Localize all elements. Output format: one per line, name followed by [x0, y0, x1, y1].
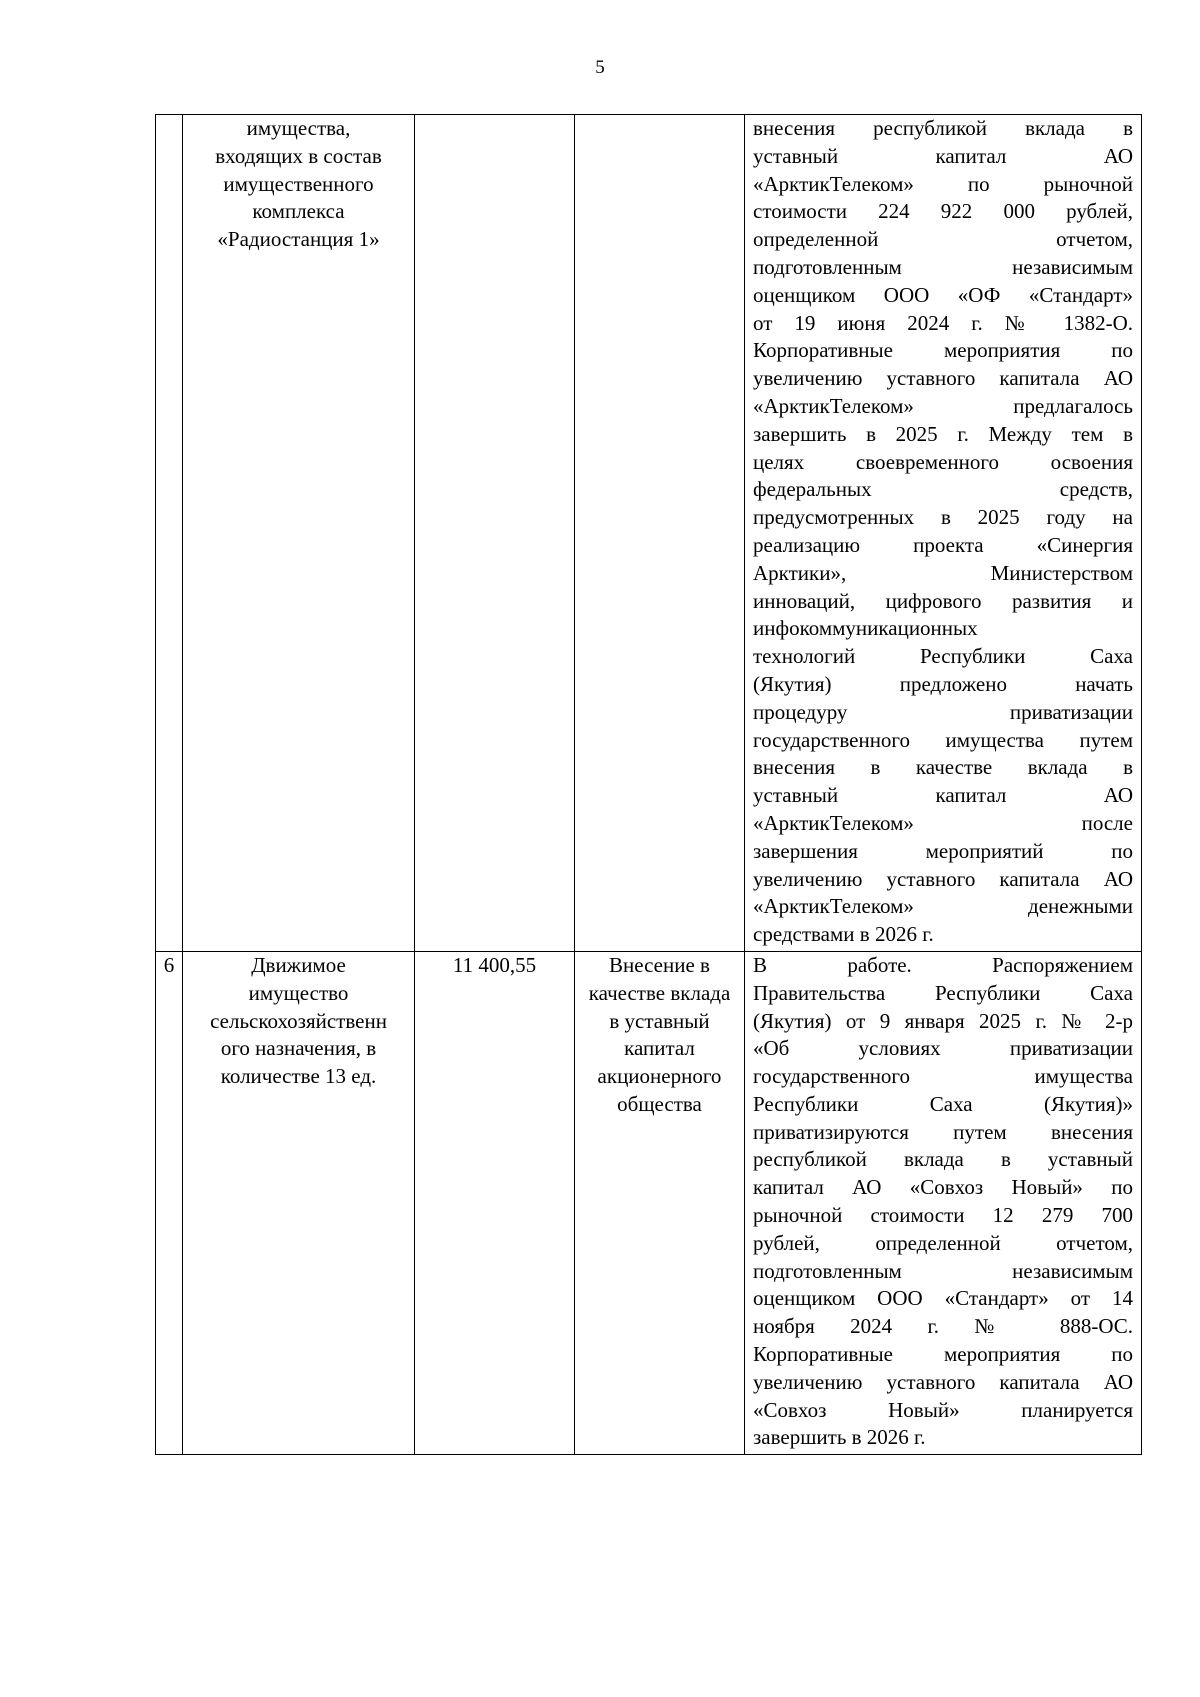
cell-line: капитал: [624, 1036, 695, 1061]
status-line: В работе. Распоряжением: [753, 952, 1133, 977]
status-line: определенной отчетом,: [753, 227, 1133, 252]
property-name-cell: [183, 115, 415, 952]
status-line: «АрктикТелеком» после: [753, 810, 1133, 835]
status-line: Правительства Республики Саха: [753, 980, 1133, 1005]
cell-line: Внесение в: [609, 952, 710, 977]
status-line: целях своевременного освоения: [753, 449, 1133, 474]
status-line: внесения в качестве вклада в: [753, 755, 1133, 780]
status-line: стоимости 224 922 000 рублей,: [753, 199, 1133, 224]
status-line: средствами в 2026 г.: [753, 922, 934, 947]
status-line: увеличению уставного капитала АО: [753, 366, 1133, 391]
status-line: процедуру приватизации: [753, 699, 1133, 724]
table-body: [156, 115, 1142, 1455]
status-line: ноября 2024 г. № 888-ОС.: [753, 1314, 1133, 1339]
status-line: государственного имущества путем: [753, 727, 1133, 752]
status-line: инноваций, цифрового развития и: [753, 588, 1133, 613]
status-line: «Совхоз Новый» планируется: [753, 1397, 1133, 1422]
status-line: технологий Республики Саха: [753, 644, 1133, 669]
status-line: «Об условиях приватизации: [753, 1036, 1133, 1061]
status-line: рублей, определенной отчетом,: [753, 1230, 1133, 1255]
status-line: подготовленным независимым: [753, 254, 1133, 279]
cell-line: качестве вклада: [588, 980, 731, 1005]
status-line: государственного имущества: [753, 1064, 1133, 1089]
cell-line: входящих в состав: [215, 143, 382, 168]
status-line: уставный капитал АО: [753, 783, 1133, 808]
privatization-method-cell: [575, 951, 745, 1454]
value-cell: 11 400,55: [415, 951, 575, 1454]
cell-line: количестве 13 ед.: [220, 1064, 377, 1089]
status-line: завершить в 2025 г. Между тем в: [753, 421, 1133, 446]
cell-line: общества: [617, 1091, 702, 1116]
status-line: увеличению уставного капитала АО: [753, 866, 1133, 891]
status-line: (Якутия) от 9 января 2025 г. № 2-р: [753, 1008, 1133, 1033]
status-line: Корпоративные мероприятия по: [753, 338, 1133, 363]
status-line: предусмотренных в 2025 году на: [753, 505, 1133, 530]
status-line: рыночной стоимости 12 279 700: [753, 1203, 1133, 1228]
status-line: федеральных средств,: [753, 477, 1133, 502]
status-line: увеличению уставного капитала АО: [753, 1369, 1133, 1394]
status-line: «АрктикТелеком» денежными: [753, 894, 1133, 919]
status-line: от 19 июня 2024 г. № 1382-О.: [753, 310, 1133, 335]
row-number-cell: [156, 115, 183, 952]
value-cell: [415, 115, 575, 952]
cell-line: сельскохозяйственн: [210, 1008, 387, 1033]
cell-line: имущественного: [223, 171, 374, 196]
status-line: республикой вклада в уставный: [753, 1147, 1133, 1172]
status-line: подготовленным независимым: [753, 1258, 1133, 1283]
status-line: «АрктикТелеком» предлагалось: [753, 393, 1133, 418]
cell-line: имущества,: [246, 116, 351, 140]
status-line: уставный капитал АО: [753, 143, 1133, 168]
status-line: Корпоративные мероприятия по: [753, 1342, 1133, 1367]
status-line: «АрктикТелеком» по рыночной: [753, 171, 1133, 196]
cell-line: ого назначения, в: [220, 1036, 377, 1061]
cell-line: акционерного: [597, 1064, 722, 1089]
table-row: [156, 951, 1142, 1454]
cell-line: в уставный: [609, 1008, 710, 1033]
status-cell: [745, 951, 1142, 1454]
page-number: 5: [595, 57, 605, 78]
status-line: капитал АО «Совхоз Новый» по: [753, 1175, 1133, 1200]
status-line: завершить в 2026 г.: [753, 1425, 926, 1450]
status-line: оценщиком ООО «ОФ «Стандарт»: [753, 282, 1133, 307]
status-line: Республики Саха (Якутия)»: [753, 1091, 1133, 1116]
status-line: приватизируются путем внесения: [753, 1119, 1133, 1144]
cell-line: комплекса: [252, 199, 345, 224]
privatization-table: [155, 114, 1142, 1455]
privatization-method-cell: [575, 115, 745, 952]
row-number-cell: 6: [156, 951, 183, 1454]
table-row: [156, 115, 1142, 952]
status-line: реализацию проекта «Синергия: [753, 532, 1133, 557]
status-line: (Якутия) предложено начать: [753, 671, 1133, 696]
property-name-cell: [183, 951, 415, 1454]
status-line: Арктики», Министерством: [753, 560, 1133, 585]
cell-line: имущество: [248, 980, 349, 1005]
cell-line: Движимое: [251, 952, 346, 977]
status-line: внесения республикой вклада в: [753, 116, 1133, 140]
cell-line: «Радиостанция 1»: [217, 227, 380, 252]
status-line: инфокоммуникационных: [753, 616, 978, 641]
status-line: оценщиком ООО «Стандарт» от 14: [753, 1286, 1133, 1311]
status-line: завершения мероприятий по: [753, 838, 1133, 863]
status-cell: [745, 115, 1142, 952]
